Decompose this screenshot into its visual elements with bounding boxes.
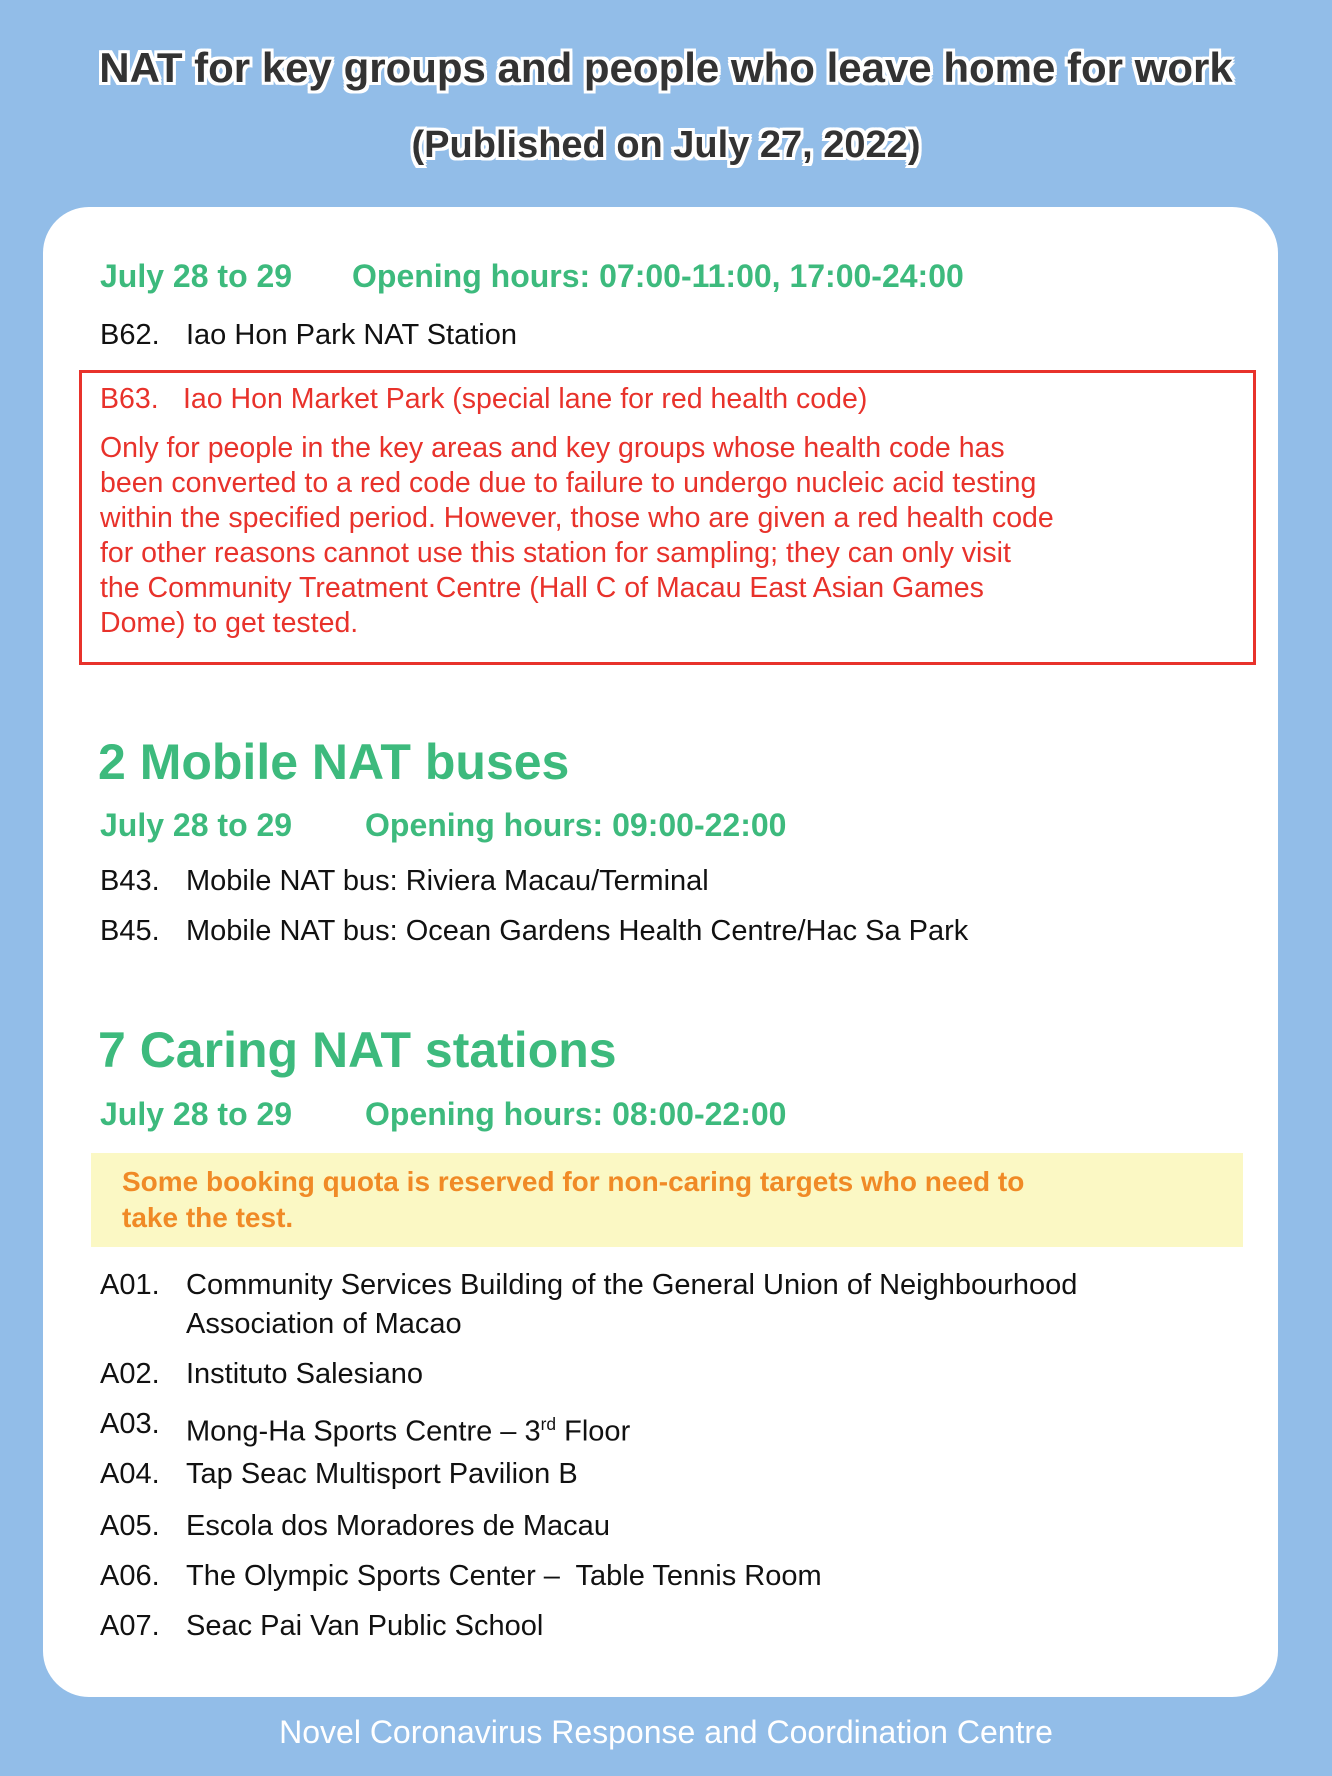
section3-title: 7 Caring NAT stations (98, 1022, 617, 1078)
station-name: Tap Seac Multisport Pavilion B (186, 1458, 578, 1490)
station-name: Mobile NAT bus: Ocean Gardens Health Centre/Hac Sa Park (186, 915, 969, 947)
section3-hours: Opening hours: 08:00-22:00 (365, 1096, 787, 1132)
name-text: Mong-Ha Sports Centre – 3 (186, 1415, 541, 1448)
station-code: B62. (100, 319, 160, 351)
notice-line: the Community Treatment Centre (Hall C of Macau East Asian Games (100, 572, 984, 604)
quota-note (122, 1164, 1024, 1236)
section2-hours: Opening hours: 09:00-22:00 (365, 807, 787, 843)
section1-hours: Opening hours: 07:00-11:00, 17:00-24:00 (352, 258, 964, 294)
footer-organization: Novel Coronavirus Response and Coordination Centre (279, 1714, 1053, 1750)
ordinal-suffix: rd (540, 1414, 557, 1434)
note-line: Some booking quota is reserved for non-caring targets who need to (122, 1166, 1025, 1197)
station-code: B43. (100, 865, 160, 897)
notice-text (100, 431, 1054, 641)
published-date: (Published on July 27, 2022) (411, 124, 921, 166)
special-station-code: B63. (100, 383, 159, 415)
notice-line: been converted to a red code due to failure to undergo nucleic acid testing (100, 467, 1037, 499)
notice-line: within the specified period. However, those who are given a red health code (100, 502, 1054, 534)
station-name: The Olympic Sports Center – Table Tennis Room (186, 1560, 822, 1592)
station-name: Escola dos Moradores de Macau (186, 1510, 610, 1542)
station-code: A02. (100, 1358, 160, 1390)
page-title: NAT for key groups and people who leave home for work (99, 44, 1233, 91)
special-station-name: Iao Hon Market Park (special lane for red health code) (183, 383, 868, 415)
station-name: Mobile NAT bus: Riviera Macau/Terminal (186, 865, 709, 897)
station-code: A04. (100, 1458, 160, 1490)
station-name-cont: Association of Macao (186, 1308, 462, 1340)
station-code: B45. (100, 915, 160, 947)
station-code: A07. (100, 1610, 160, 1642)
section2-dates: July 28 to 29 (100, 807, 293, 843)
station-name: Seac Pai Van Public School (186, 1610, 544, 1642)
station-code: A06. (100, 1560, 160, 1592)
section3-dates: July 28 to 29 (100, 1096, 293, 1132)
station-name: Iao Hon Park NAT Station (186, 319, 517, 351)
station-code: A05. (100, 1510, 160, 1542)
section2-title: 2 Mobile NAT buses (98, 734, 570, 790)
section1-dates: July 28 to 29 (100, 258, 293, 294)
note-line: take the test. (122, 1202, 294, 1233)
notice-line: Only for people in the key areas and key groups whose health code has (100, 432, 1005, 464)
station-code: A03. (100, 1408, 160, 1440)
station-name (186, 1405, 631, 1448)
station-code: A01. (100, 1269, 160, 1301)
name-text: Floor (556, 1415, 631, 1448)
notice-line: Dome) to get tested. (100, 607, 359, 639)
notice-line: for other reasons cannot use this station for sampling; they can only visit (100, 537, 1011, 569)
station-name: Community Services Building of the General Union of Neighbourhood (186, 1269, 1078, 1301)
station-name: Instituto Salesiano (186, 1358, 423, 1390)
